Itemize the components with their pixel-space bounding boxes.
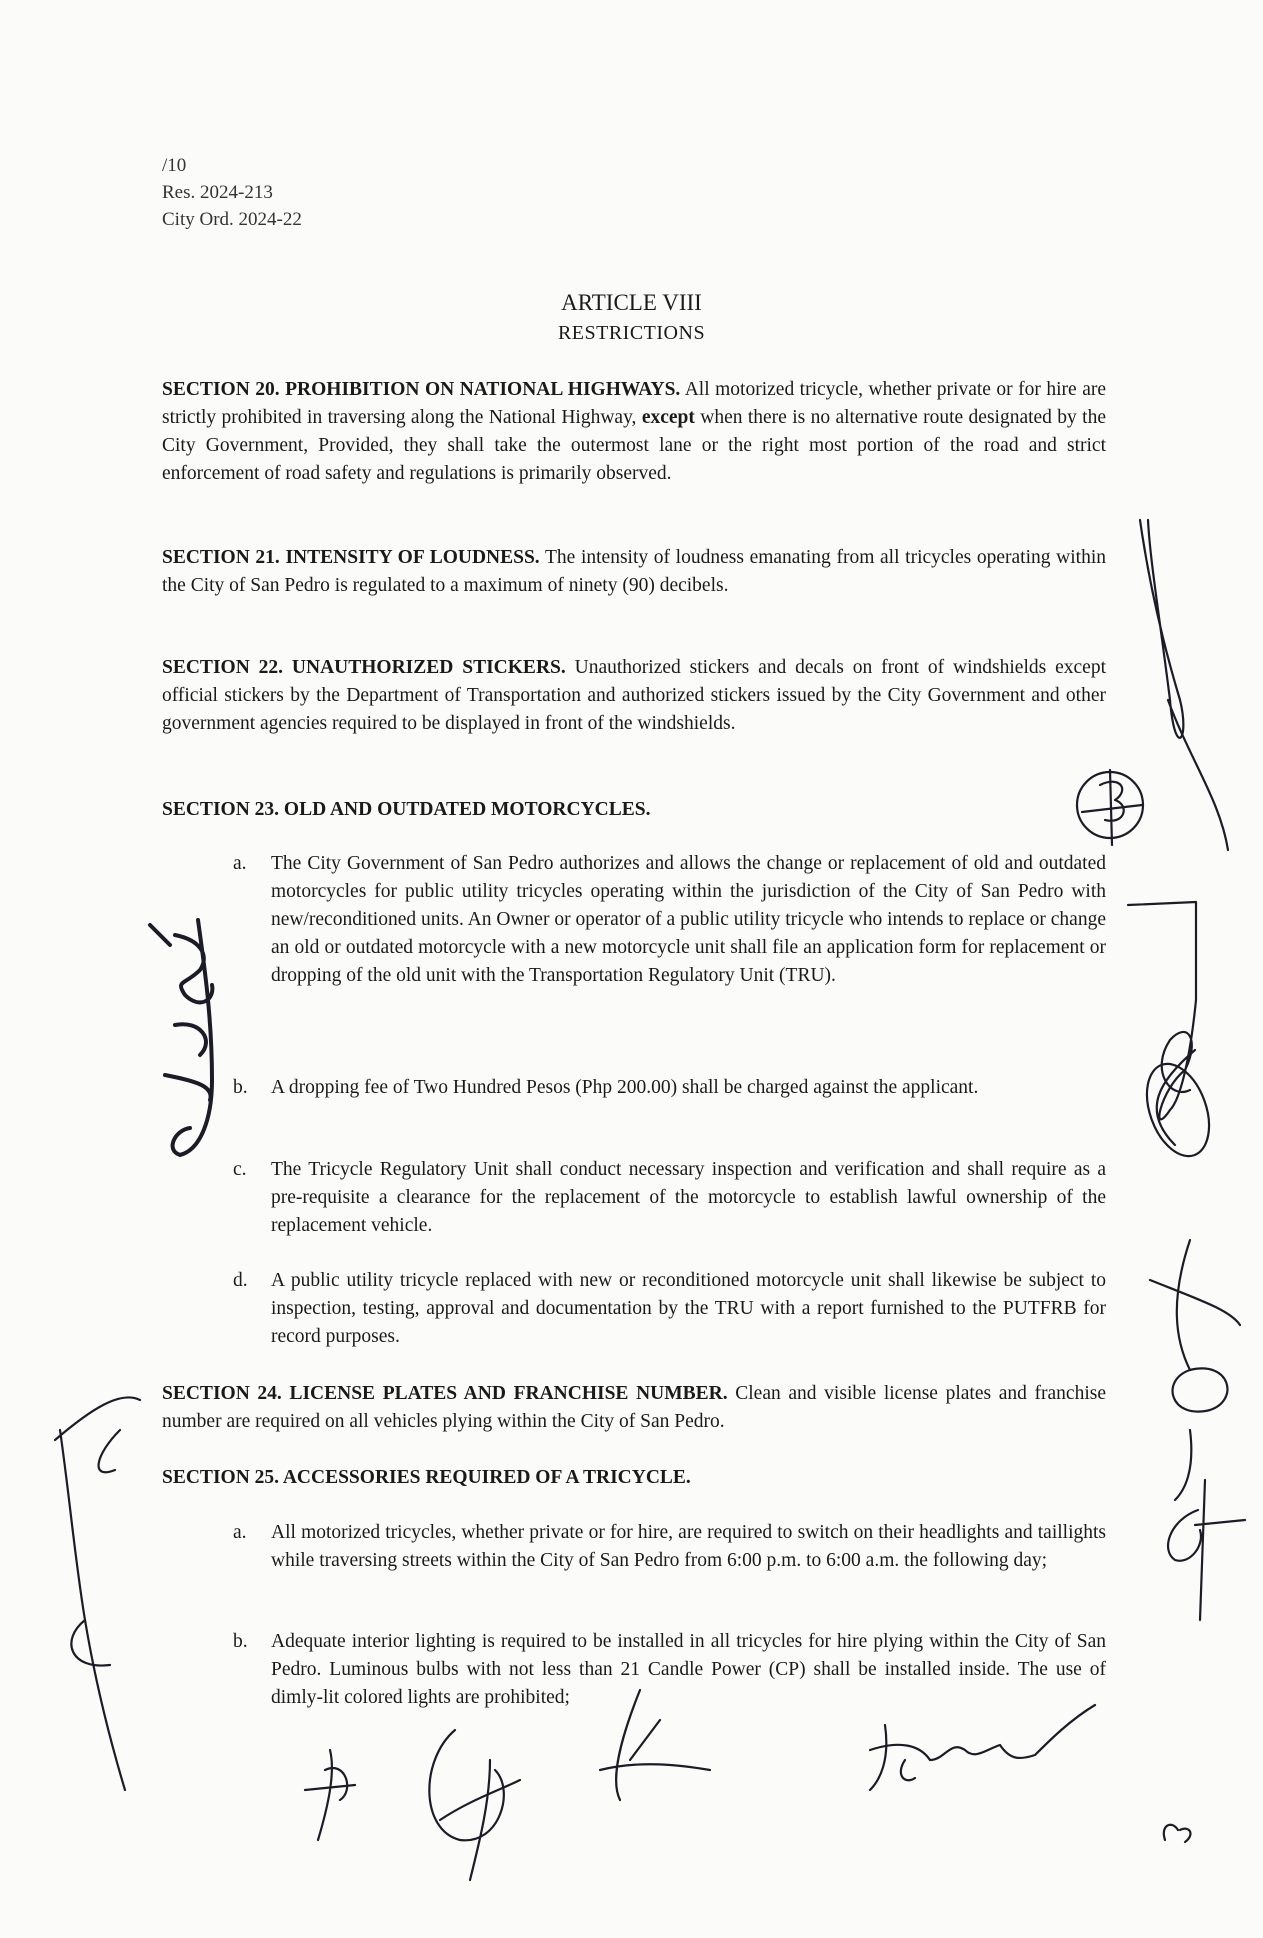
section-22	[162, 654, 1106, 738]
signature-left-lower	[55, 1397, 140, 1790]
article-title: ARTICLE VIII	[561, 290, 702, 315]
initial-bottom-right	[1164, 1825, 1191, 1842]
document-header	[162, 152, 302, 233]
signature-bottom-4	[870, 1705, 1095, 1790]
section-24-text: Clean and visible license plates and franchise number are required on all vehicles plying within the City of San Pedro.	[162, 1383, 1106, 1432]
section-22-text: Unauthorized stickers and decals on front of windshields except official stickers by the Department of Transportation and authorized stickers issued by the City Government and other government agencies required to be displayed in front of the windshields.	[162, 657, 1106, 734]
initial-right-small	[1168, 1480, 1245, 1620]
signature-bottom-2	[429, 1730, 520, 1880]
section-23-heading: SECTION 23. OLD AND OUTDATED MOTORCYCLES.	[162, 799, 651, 820]
item-text: A dropping fee of Two Hundred Pesos (Php 200.00) shall be charged against the applicant.	[271, 1077, 979, 1098]
article-subtitle: RESTRICTIONS	[557, 322, 706, 344]
section-20-text-a: All motorized tricycle, whether private or for hire are strictly prohibited in traversing along the National Highway,	[162, 379, 1106, 428]
section-25-heading: SECTION 25. ACCESSORIES REQUIRED OF A TRICYCLE.	[162, 1467, 691, 1488]
section-22-heading: SECTION 22. UNAUTHORIZED STICKERS.	[162, 657, 566, 678]
section-24	[162, 1380, 1106, 1436]
item-label: a.	[233, 1522, 247, 1543]
section-20-text-b: when there is no alternative route designated by the City Government, Provided, they shall take the outermost lane or the right most portion of the road and strict enforcement of road safety and regulations is primarily observed.	[162, 407, 1106, 484]
item-text: The City Government of San Pedro authorizes and allows the change or replacement of old and outdated motorcycles for public utility tricycles operating within the jurisdiction of the City of San Pedro with new/reconditioned units. An Owner or operator of a public utility tricycle who intends to replace or change an old or outdated motorcycle with a new motorcycle unit shall file an application form for replacement or dropping of the old unit with the Transportation Regulatory Unit (TRU).	[271, 853, 1106, 986]
signature-right-middle	[1128, 902, 1196, 1145]
section-20-emphasis: except	[641, 407, 695, 428]
item-text: Adequate interior lighting is required to be installed in all tricycles for hire plying within the City of San Pedro. Luminous bulbs with not less than 21 Candle Power (CP) shall be installed inside. The use of dimly-lit colored lights are prohibited;	[271, 1631, 1106, 1708]
section-25-item-b	[233, 1628, 1106, 1712]
item-label: c.	[233, 1159, 247, 1180]
item-label: a.	[233, 853, 247, 874]
section-25-item-a	[233, 1519, 1106, 1575]
section-23-item-a	[233, 850, 1106, 990]
item-text: All motorized tricycles, whether private or for hire, are required to switch on their headlights and taillights while traversing streets within the City of San Pedro from 6:00 p.m. to 6:00 a.m. the following day;	[271, 1522, 1106, 1571]
item-text: A public utility tricycle replaced with new or reconditioned motorcycle unit shall likewise be subject to inspection, testing, approval and documentation by the TRU with a report furnished to the PUTFRB for record purposes.	[271, 1270, 1106, 1347]
resolution-number: Res. 2024-213	[162, 182, 273, 203]
page-number: /10	[162, 155, 187, 176]
ordinance-number: City Ord. 2024-22	[162, 209, 302, 230]
item-text: The Tricycle Regulatory Unit shall conduct necessary inspection and verification and shall require as a pre-requisite a clearance for the replacement of the motorcycle to establish lawful ownership of the replacement vehicle.	[271, 1159, 1106, 1236]
item-label: d.	[233, 1270, 248, 1291]
section-25-heading-block	[162, 1464, 1106, 1492]
signature-right-lower	[1150, 1240, 1240, 1500]
section-24-heading: SECTION 24. LICENSE PLATES AND FRANCHISE NUMBER.	[162, 1383, 728, 1404]
section-20-heading: SECTION 20. PROHIBITION ON NATIONAL HIGHWAYS.	[162, 379, 681, 400]
item-label: b.	[233, 1077, 248, 1098]
item-label: b.	[233, 1631, 248, 1652]
signature-left-vertical	[150, 920, 212, 1155]
signature-bottom-1	[305, 1750, 355, 1840]
signature-right-loop	[1135, 1055, 1220, 1164]
section-23-item-d	[233, 1267, 1106, 1351]
section-21-heading: SECTION 21. INTENSITY OF LOUDNESS.	[162, 547, 540, 568]
signature-right-top	[1140, 520, 1228, 850]
section-20	[162, 376, 1106, 488]
section-23-item-c	[233, 1156, 1106, 1240]
section-21	[162, 544, 1106, 600]
section-21-text: The intensity of loudness emanating from all tricycles operating within the City of San Pedro is regulated to a maximum of ninety (90) decibels.	[162, 547, 1106, 596]
section-23-heading-block	[162, 796, 1106, 824]
section-23-item-b	[233, 1074, 1106, 1102]
